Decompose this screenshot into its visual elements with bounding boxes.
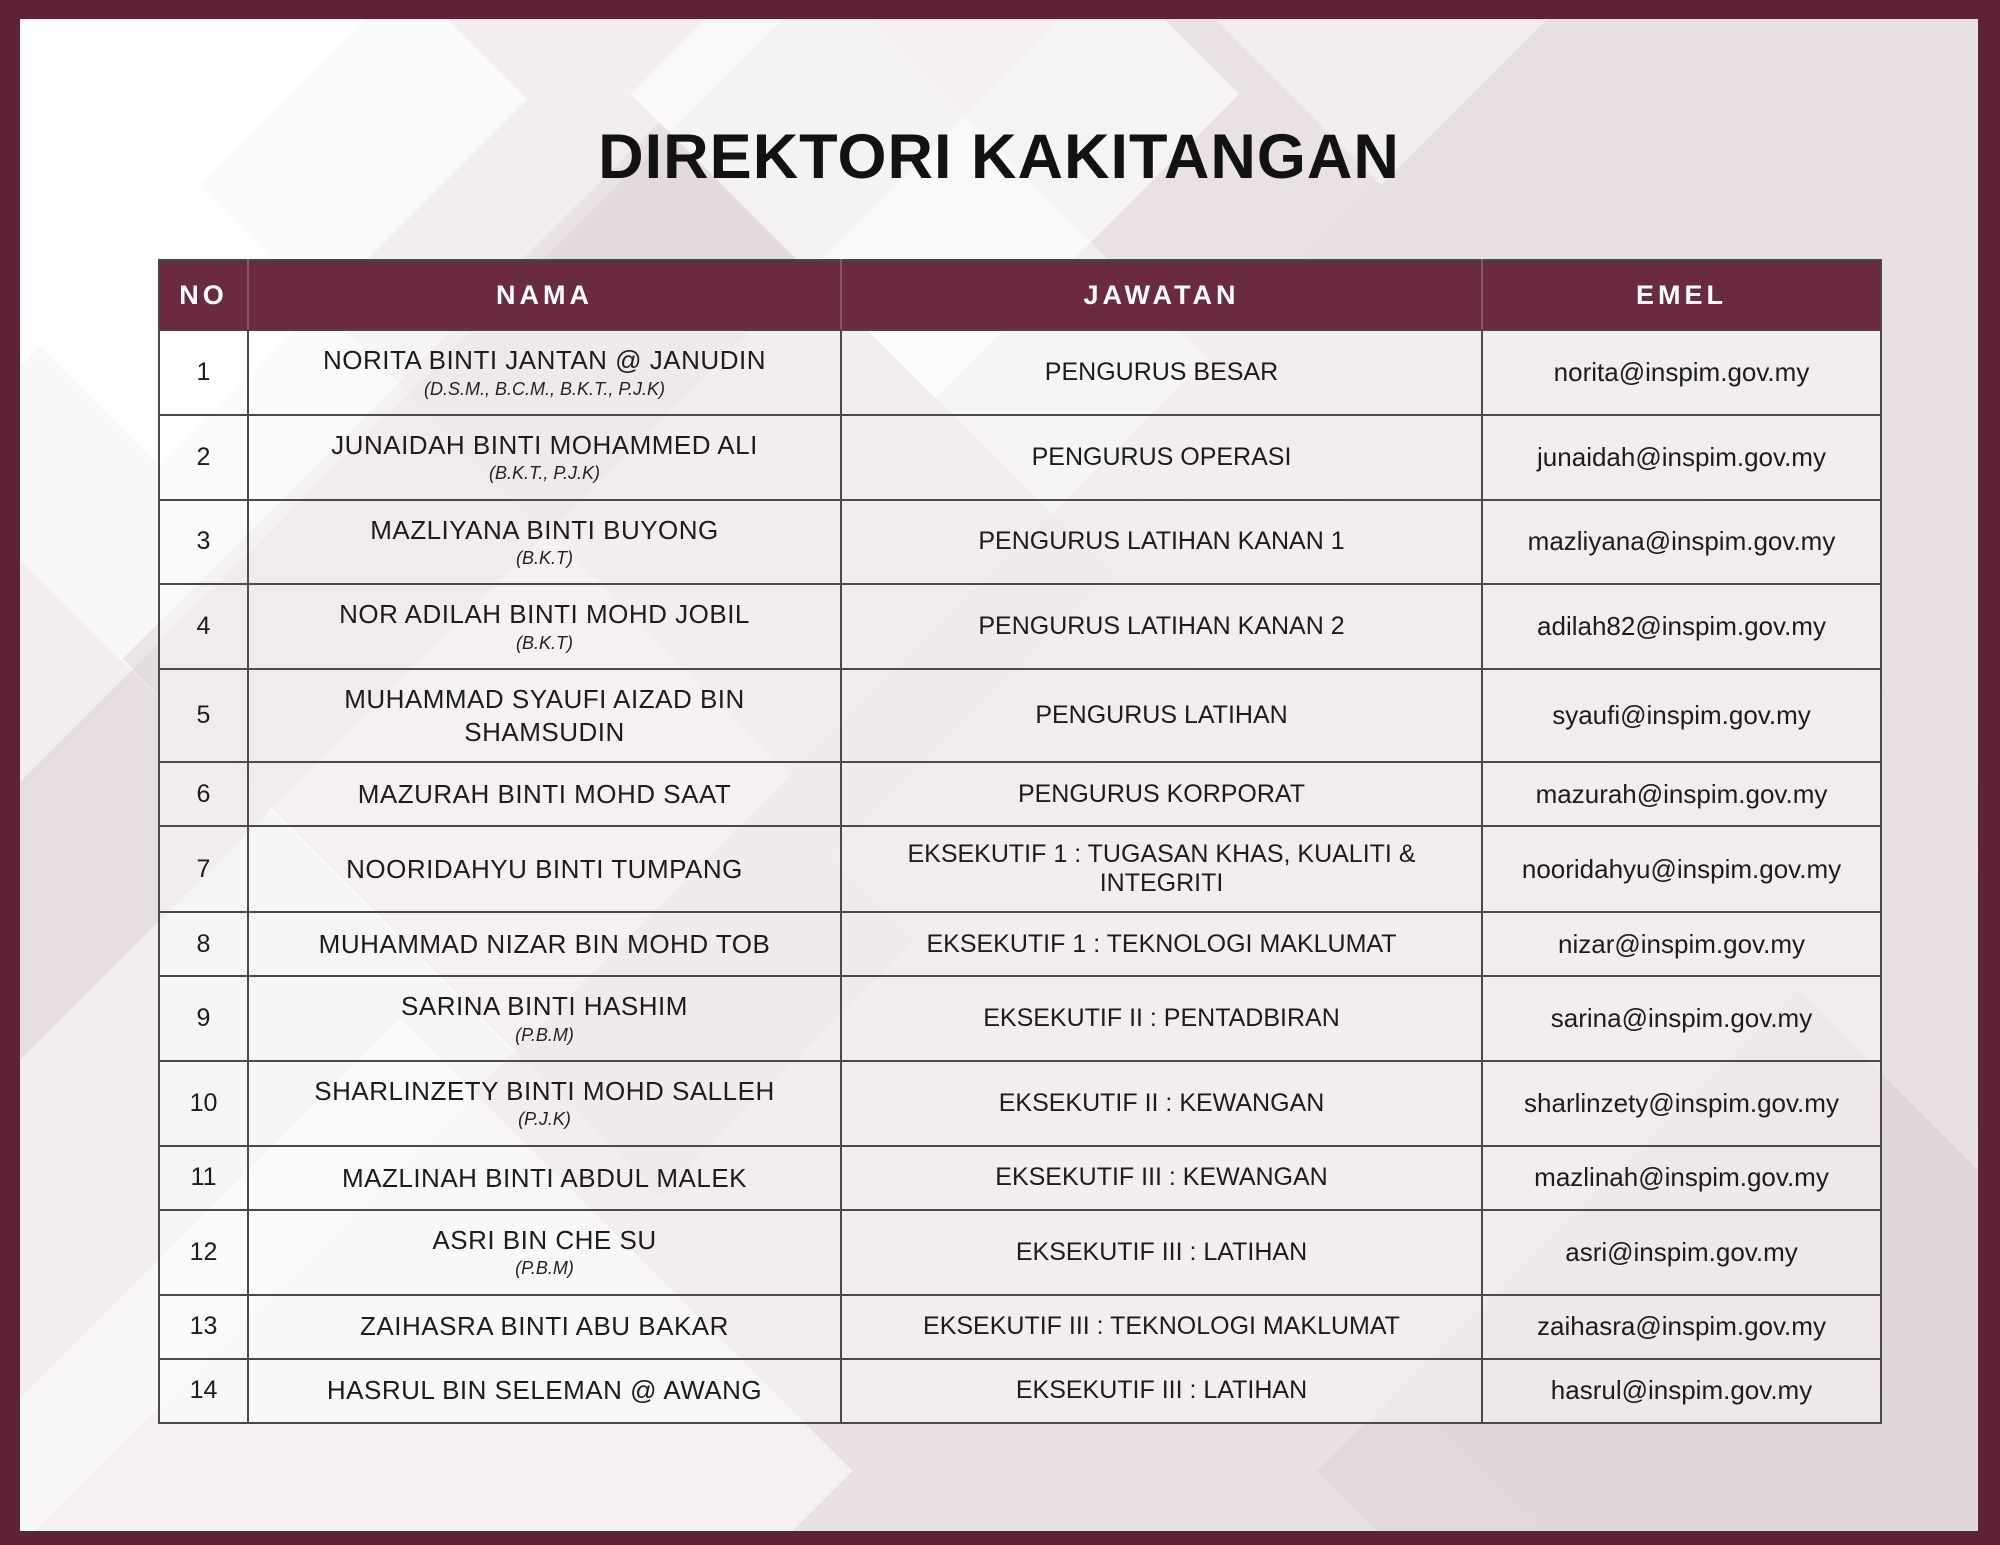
staff-name: JUNAIDAH BINTI MOHAMMED ALI bbox=[331, 429, 758, 460]
cell-emel: junaidah@inspim.gov.my bbox=[1482, 415, 1881, 500]
staff-name: NOORIDAHYU BINTI TUMPANG bbox=[346, 853, 743, 884]
cell-jawatan: EKSEKUTIF 1 : TUGASAN KHAS, KUALITI & INTEGRITI bbox=[841, 826, 1482, 912]
staff-name: MAZURAH BINTI MOHD SAAT bbox=[357, 778, 732, 809]
table-row bbox=[159, 415, 1881, 500]
cell-jawatan: PENGURUS KORPORAT bbox=[841, 762, 1482, 826]
staff-honorifics: (B.K.T) bbox=[516, 632, 573, 653]
table-row bbox=[159, 1061, 1881, 1146]
table-row bbox=[159, 826, 1881, 912]
cell-nama bbox=[248, 1146, 841, 1210]
cell-jawatan: EKSEKUTIF II : PENTADBIRAN bbox=[841, 976, 1482, 1061]
staff-name: NOR ADILAH BINTI MOHD JOBIL bbox=[339, 599, 750, 630]
header-no: NO bbox=[159, 260, 248, 330]
cell-no: 2 bbox=[159, 415, 248, 500]
staff-honorifics: (P.J.K) bbox=[518, 1109, 571, 1130]
table-header-row bbox=[159, 260, 1881, 330]
staff-honorifics: (P.B.M) bbox=[515, 1024, 574, 1045]
staff-name: SHARLINZETY BINTI MOHD SALLEH bbox=[314, 1075, 775, 1106]
staff-name: MAZLINAH BINTI ABDUL MALEK bbox=[341, 1162, 748, 1193]
cell-nama bbox=[248, 976, 841, 1061]
staff-name: ZAIHASRA BINTI ABU BAKAR bbox=[360, 1311, 729, 1342]
staff-honorifics: (B.K.T., P.J.K) bbox=[488, 463, 601, 484]
cell-jawatan: PENGURUS LATIHAN KANAN 2 bbox=[841, 584, 1482, 669]
cell-emel: sharlinzety@inspim.gov.my bbox=[1482, 1061, 1881, 1146]
cell-nama bbox=[248, 1061, 841, 1146]
cell-jawatan: PENGURUS BESAR bbox=[841, 330, 1482, 415]
cell-jawatan: EKSEKUTIF III : LATIHAN bbox=[841, 1210, 1482, 1295]
cell-emel: mazurah@inspim.gov.my bbox=[1482, 762, 1881, 826]
cell-jawatan: EKSEKUTIF II : KEWANGAN bbox=[841, 1061, 1482, 1146]
cell-no: 12 bbox=[159, 1210, 248, 1295]
cell-nama bbox=[248, 669, 841, 762]
cell-no: 14 bbox=[159, 1359, 248, 1423]
cell-no: 11 bbox=[159, 1146, 248, 1210]
cell-jawatan: EKSEKUTIF III : LATIHAN bbox=[841, 1359, 1482, 1423]
cell-no: 3 bbox=[159, 500, 248, 585]
cell-emel: norita@inspim.gov.my bbox=[1482, 330, 1881, 415]
cell-nama bbox=[248, 415, 841, 500]
page-background bbox=[20, 19, 1978, 1531]
cell-emel: sarina@inspim.gov.my bbox=[1482, 976, 1881, 1061]
cell-jawatan: PENGURUS OPERASI bbox=[841, 415, 1482, 500]
table-row bbox=[159, 330, 1881, 415]
staff-honorifics: (P.B.M) bbox=[515, 1258, 574, 1279]
cell-emel: nizar@inspim.gov.my bbox=[1482, 912, 1881, 976]
staff-directory-table bbox=[158, 259, 1882, 1424]
table-row bbox=[159, 912, 1881, 976]
cell-jawatan: EKSEKUTIF 1 : TEKNOLOGI MAKLUMAT bbox=[841, 912, 1482, 976]
cell-jawatan: PENGURUS LATIHAN KANAN 1 bbox=[841, 500, 1482, 585]
cell-nama bbox=[248, 826, 841, 912]
staff-honorifics: (D.S.M., B.C.M., B.K.T., P.J.K) bbox=[423, 378, 666, 399]
staff-name: MUHAMMAD SYAUFI AIZAD BIN SHAMSUDIN bbox=[344, 684, 745, 747]
cell-no: 10 bbox=[159, 1061, 248, 1146]
cell-emel: syaufi@inspim.gov.my bbox=[1482, 669, 1881, 762]
staff-name: MAZLIYANA BINTI BUYONG bbox=[370, 514, 719, 545]
staff-name: ASRI BIN CHE SU bbox=[432, 1224, 657, 1255]
staff-honorifics: (B.K.T) bbox=[516, 548, 573, 569]
header-jawatan: JAWATAN bbox=[841, 260, 1482, 330]
cell-nama bbox=[248, 912, 841, 976]
table-row bbox=[159, 1359, 1881, 1423]
cell-emel: asri@inspim.gov.my bbox=[1482, 1210, 1881, 1295]
cell-nama bbox=[248, 1210, 841, 1295]
cell-nama bbox=[248, 1359, 841, 1423]
table-row bbox=[159, 976, 1881, 1061]
table-row bbox=[159, 762, 1881, 826]
cell-no: 9 bbox=[159, 976, 248, 1061]
page-title: DIREKTORI KAKITANGAN bbox=[598, 122, 1400, 192]
table-row bbox=[159, 669, 1881, 762]
table-row bbox=[159, 584, 1881, 669]
cell-jawatan: EKSEKUTIF III : KEWANGAN bbox=[841, 1146, 1482, 1210]
table-row bbox=[159, 1210, 1881, 1295]
table-row bbox=[159, 1146, 1881, 1210]
cell-nama bbox=[248, 500, 841, 585]
cell-emel: hasrul@inspim.gov.my bbox=[1482, 1359, 1881, 1423]
header-nama: NAMA bbox=[248, 260, 841, 330]
cell-no: 1 bbox=[159, 330, 248, 415]
table-row bbox=[159, 500, 1881, 585]
cell-jawatan: EKSEKUTIF III : TEKNOLOGI MAKLUMAT bbox=[841, 1295, 1482, 1359]
cell-emel: adilah82@inspim.gov.my bbox=[1482, 584, 1881, 669]
cell-emel: zaihasra@inspim.gov.my bbox=[1482, 1295, 1881, 1359]
staff-name: HASRUL BIN SELEMAN @ AWANG bbox=[326, 1375, 763, 1406]
cell-nama bbox=[248, 584, 841, 669]
staff-name: MUHAMMAD NIZAR BIN MOHD TOB bbox=[318, 928, 771, 959]
staff-name: NORITA BINTI JANTAN @ JANUDIN bbox=[323, 345, 766, 375]
cell-no: 5 bbox=[159, 669, 248, 762]
header-emel: EMEL bbox=[1482, 260, 1881, 330]
cell-no: 7 bbox=[159, 826, 248, 912]
cell-jawatan: PENGURUS LATIHAN bbox=[841, 669, 1482, 762]
cell-no: 4 bbox=[159, 584, 248, 669]
cell-no: 8 bbox=[159, 912, 248, 976]
cell-nama bbox=[248, 1295, 841, 1359]
cell-nama bbox=[248, 762, 841, 826]
cell-emel: mazlinah@inspim.gov.my bbox=[1482, 1146, 1881, 1210]
cell-nama bbox=[248, 330, 841, 415]
cell-no: 6 bbox=[159, 762, 248, 826]
table-row bbox=[159, 1295, 1881, 1359]
cell-no: 13 bbox=[159, 1295, 248, 1359]
staff-name: SARINA BINTI HASHIM bbox=[401, 991, 688, 1022]
cell-emel: mazliyana@inspim.gov.my bbox=[1482, 500, 1881, 585]
cell-emel: nooridahyu@inspim.gov.my bbox=[1482, 826, 1881, 912]
